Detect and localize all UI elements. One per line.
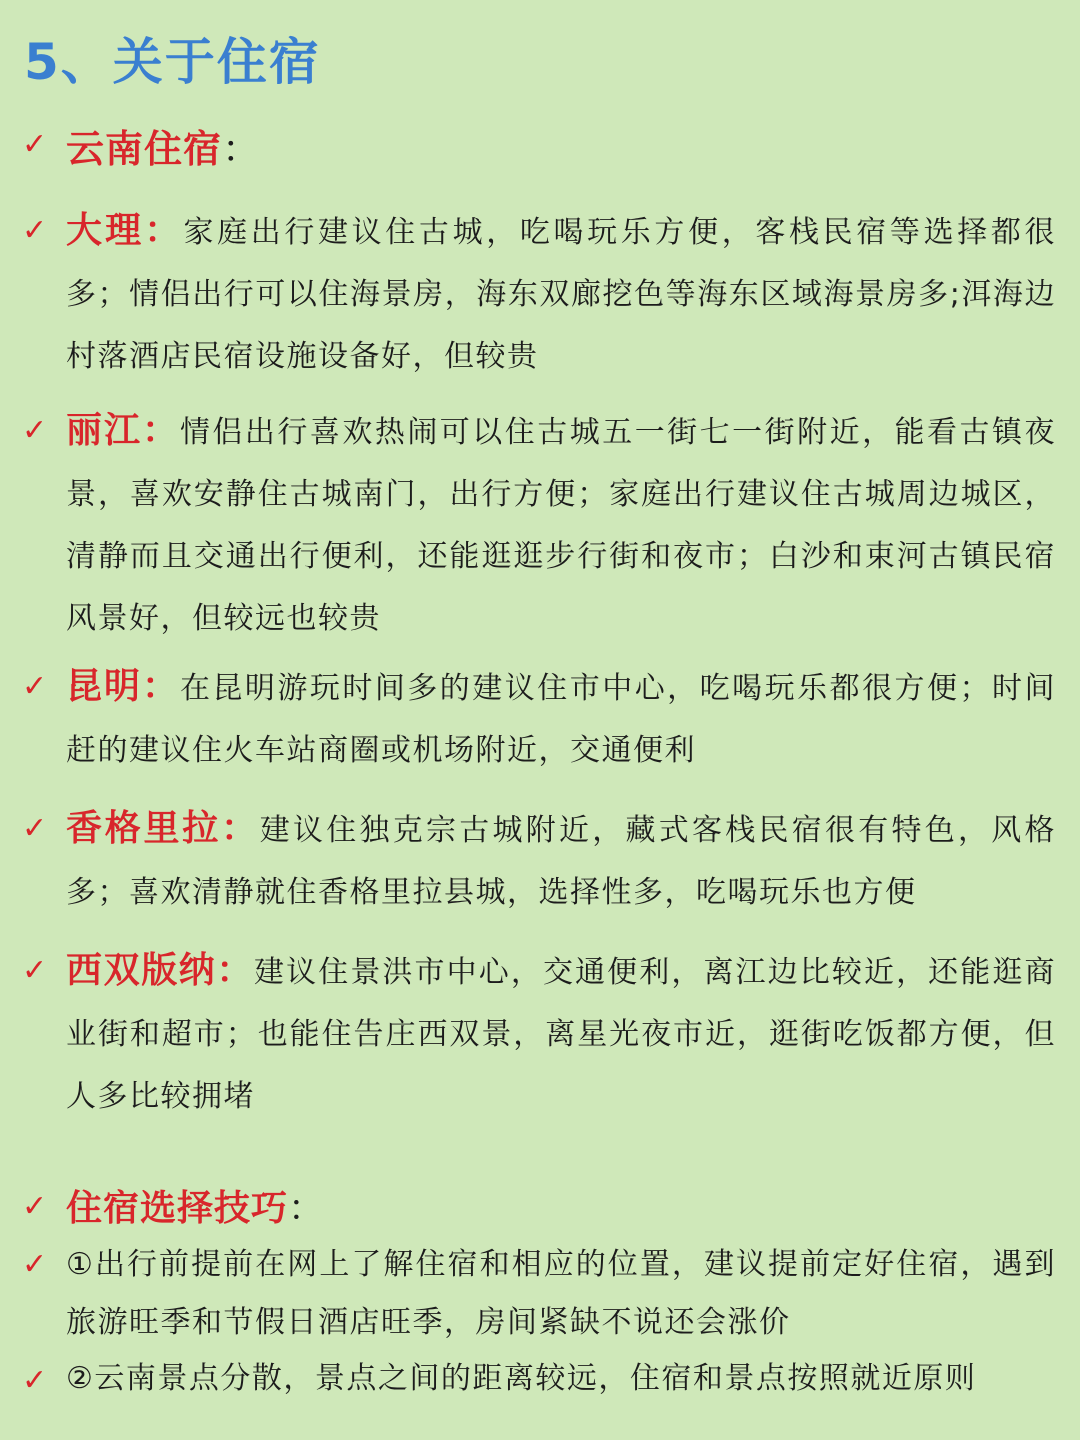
- tips-title: [66, 1180, 325, 1231]
- section-title-yunnan: [66, 118, 261, 173]
- section-label: 香格里拉：: [66, 808, 260, 849]
- section-text: 建议住独克宗古城附近，藏式客栈民宿很有特色，风格多；喜欢清静就住香格里拉县城，选择性多，吃喝玩乐也方便: [66, 813, 1056, 910]
- check-icon: ✓: [22, 213, 48, 248]
- section-lijiang: [66, 400, 1056, 650]
- section-text: 在昆明游玩时间多的建议住市中心，吃喝玩乐都很方便；时间赶的建议住火车站商圈或机场附近，交通便利: [66, 671, 1056, 768]
- section-kunming: [66, 656, 1056, 782]
- section-xishuangbanna: [66, 940, 1056, 1128]
- page-heading: 5、关于住宿: [24, 33, 321, 91]
- check-icon: ✓: [22, 811, 48, 846]
- check-icon: ✓: [22, 669, 48, 704]
- section-text: 情侣出行喜欢热闹可以住古城五一街七一街附近，能看古镇夜景，喜欢安静住古城南门，出行方便；家庭出行建议住古城周边城区，清静而且交通出行便利，还能逛逛步行街和夜市；白沙和束河古镇民宿风景好，但较远也较贵: [66, 415, 1056, 636]
- section-label: 丽江：: [66, 410, 180, 451]
- tips-title-text: 住宿选择技巧: [66, 1188, 289, 1229]
- section-label: 昆明：: [66, 666, 180, 707]
- section-shangri-la: [66, 798, 1056, 924]
- tip-item: ②云南景点分散，景点之间的距离较远，住宿和景点按照就近原则: [66, 1361, 977, 1396]
- check-icon: ✓: [22, 1247, 48, 1282]
- check-icon: ✓: [22, 413, 48, 448]
- tips-title-colon: ：: [288, 1188, 326, 1229]
- section-title-colon: ：: [222, 127, 262, 171]
- section-title-text: 云南住宿: [66, 127, 223, 171]
- check-icon: ✓: [22, 1363, 48, 1398]
- section-text: 建议住景洪市中心，交通便利，离江边比较近，还能逛商业街和超市；也能住告庄西双景，离星光夜市近，逛街吃饭都方便，但人多比较拥堵: [66, 955, 1056, 1114]
- tip-item: ①出行前提前在网上了解住宿和相应的位置，建议提前定好住宿，遇到旅游旺季和节假日酒店旺季，房间紧缺不说还会涨价: [66, 1247, 1056, 1340]
- section-label: 大理：: [66, 210, 184, 251]
- check-icon: ✓: [22, 127, 48, 162]
- section-label: 西双版纳：: [66, 950, 255, 991]
- section-dali: [66, 200, 1056, 388]
- check-icon: ✓: [22, 953, 48, 988]
- section-text: 家庭出行建议住古城，吃喝玩乐方便，客栈民宿等选择都很多；情侣出行可以住海景房，海东双廊挖色等海东区域海景房多;洱海边村落酒店民宿设施设备好，但较贵: [66, 215, 1056, 374]
- check-icon: ✓: [22, 1189, 48, 1224]
